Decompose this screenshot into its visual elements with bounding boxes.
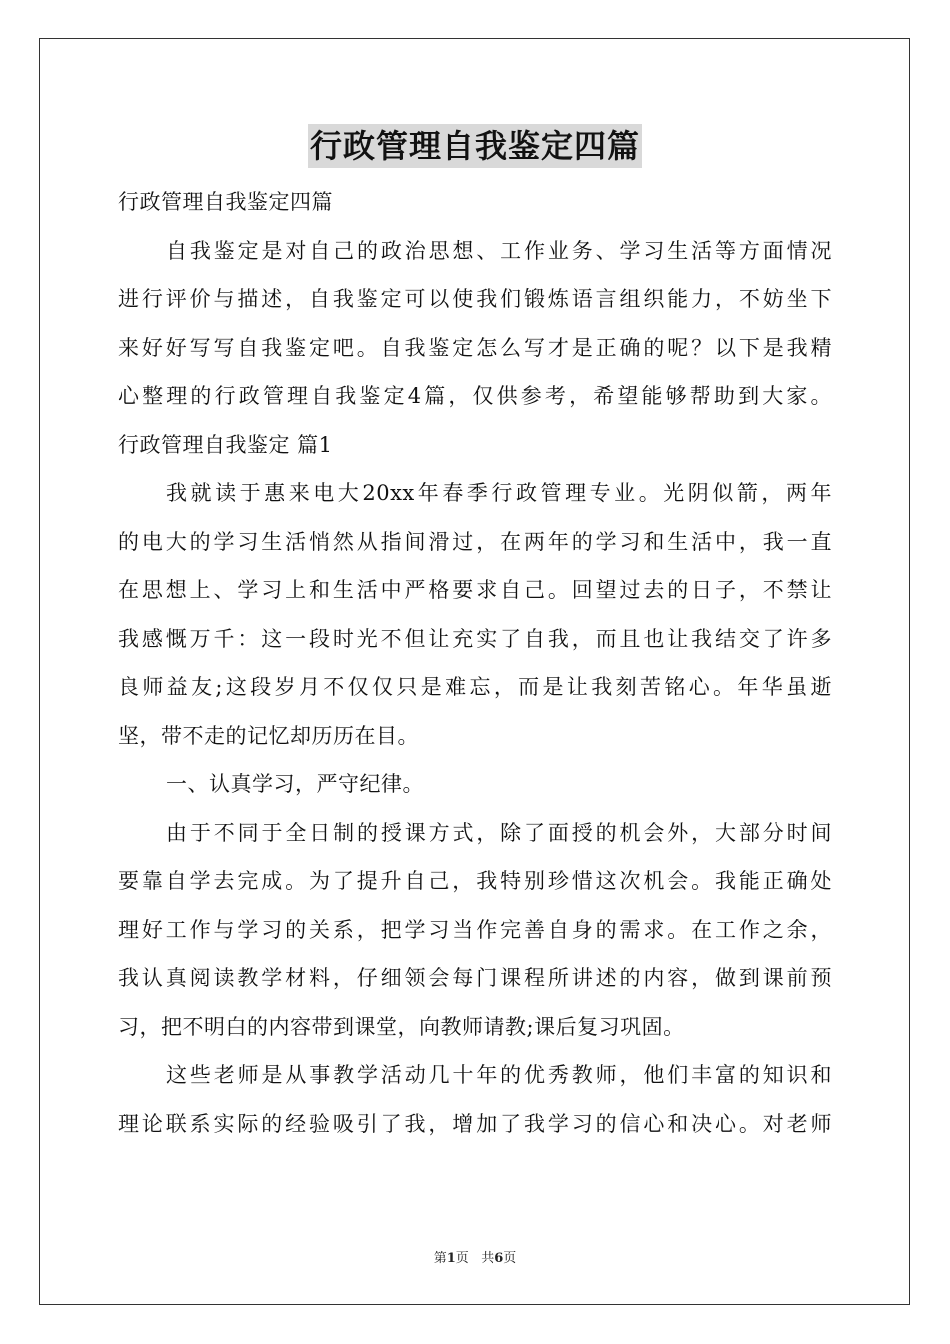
total-label-prefix: 共: [481, 1251, 495, 1266]
text-line: 我认真阅读教学材料，仔细领会每门课程所讲述的内容，做到课前预: [118, 966, 832, 990]
text-line: 要靠自学去完成。为了提升自己，我特别珍惜这次机会。我能正确处: [118, 869, 832, 893]
document-title: 行政管理自我鉴定四篇: [308, 124, 642, 168]
text-line: 心整理的行政管理自我鉴定4篇，仅供参考，希望能够帮助到大家。: [118, 384, 832, 408]
text-line: 我就读于惠来电大20xx年春季行政管理专业。光阴似箭，两年: [166, 481, 832, 505]
text-line: 良师益友;这段岁月不仅仅只是难忘，而是让我刻苦铭心。年华虽逝: [118, 675, 832, 699]
text-line: 的电大的学习生活悄然从指间滑过，在两年的学习和生活中，我一直: [118, 529, 832, 554]
page-label-suffix: 页: [455, 1251, 469, 1266]
text-line: 坚，带不走的记忆却历历在目。: [118, 723, 419, 748]
text-line: 这些老师是从事教学活动几十年的优秀教师，他们丰富的知识和: [166, 1063, 832, 1087]
page-number: 1: [446, 1251, 456, 1266]
total-pages: 6: [494, 1251, 504, 1266]
text-line: 一、认真学习，严守纪律。: [166, 772, 424, 796]
text-line: 行政管理自我鉴定 篇1: [118, 432, 333, 457]
text-line: 来好好写写自我鉴定吧。自我鉴定怎么写才是正确的呢？以下是我精: [118, 335, 832, 360]
text-line: 理好工作与学习的关系，把学习当作完善自身的需求。在工作之余，: [118, 917, 832, 942]
text-line: 由于不同于全日制的授课方式，除了面授的机会外，大部分时间: [166, 820, 832, 845]
text-line: 在思想上、学习上和生活中严格要求自己。回望过去的日子，不禁让: [118, 578, 832, 602]
text-line: 行政管理自我鉴定四篇: [118, 190, 333, 214]
text-line: 理论联系实际的经验吸引了我，增加了我学习的信心和决心。对老师: [118, 1111, 832, 1136]
title-container: [0, 124, 950, 168]
text-line: 自我鉴定是对自己的政治思想、工作业务、学习生活等方面情况: [166, 238, 832, 263]
text-line: 习，把不明白的内容带到课堂，向教师请教;课后复习巩固。: [118, 1014, 685, 1039]
document-body: [118, 178, 832, 1148]
text-line: 我感慨万千：这一段时光不但让充实了自我，而且也让我结交了许多: [118, 626, 832, 651]
page-footer: [0, 1247, 950, 1266]
text-line: 进行评价与描述，自我鉴定可以使我们锻炼语言组织能力，不妨坐下: [118, 287, 832, 311]
page-label-prefix: 第: [433, 1251, 447, 1266]
total-label-suffix: 页: [503, 1251, 517, 1266]
